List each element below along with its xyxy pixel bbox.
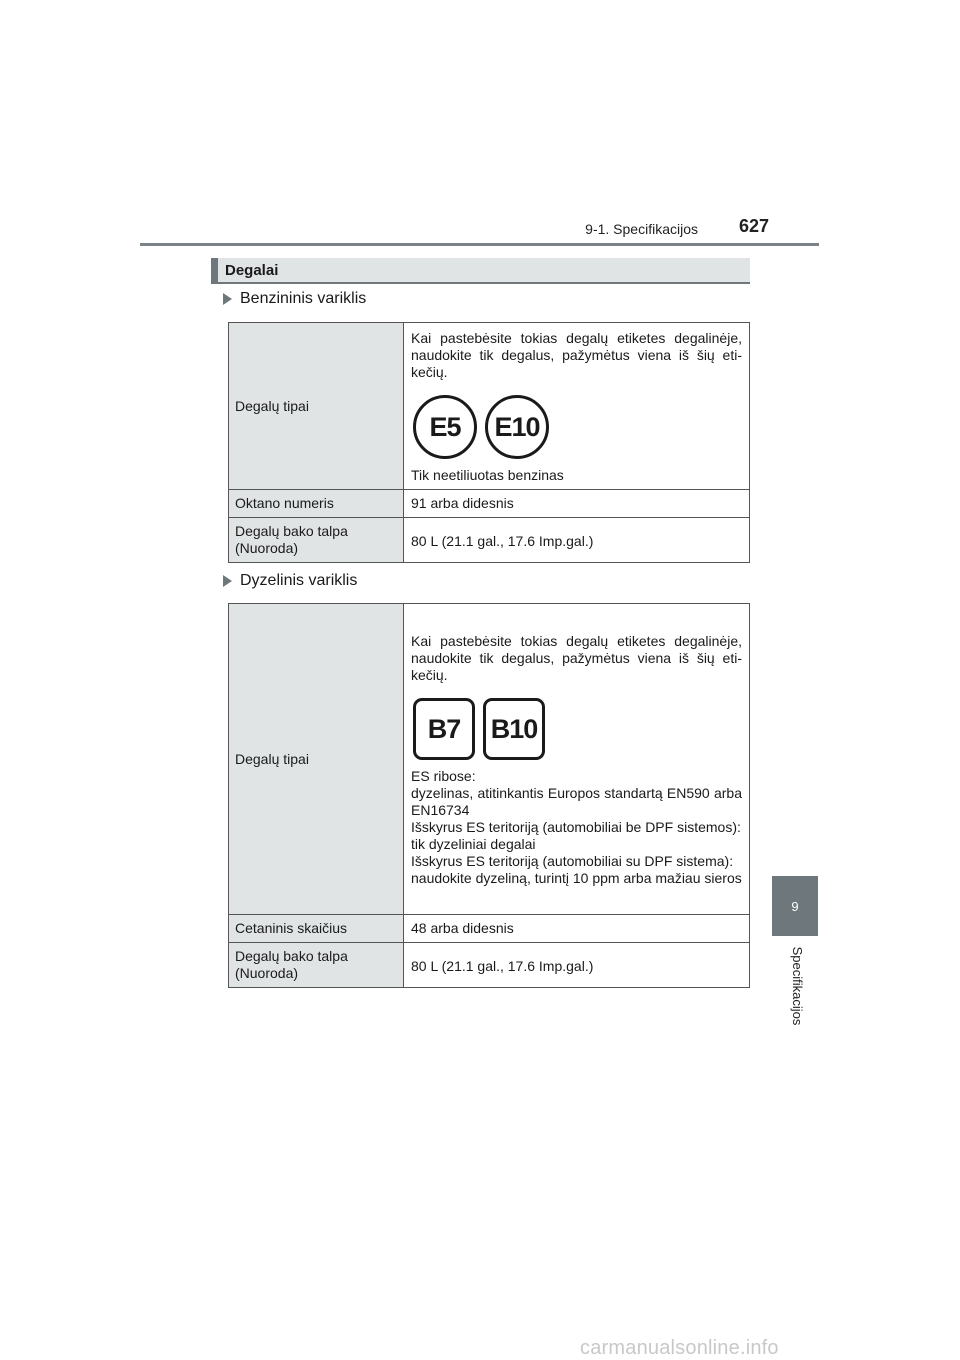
table-row xyxy=(229,490,750,518)
fuel-types-label: Degalų tipai xyxy=(229,604,404,915)
triangle-bullet-icon xyxy=(223,575,232,587)
tank-capacity-label: Degalų bako talpa (Nuoroda) xyxy=(229,943,404,988)
cetane-value: 48 arba didesnis xyxy=(404,915,750,943)
tank-capacity-label: Degalų bako talpa (Nuoroda) xyxy=(229,518,404,563)
cetane-label: Cetaninis skaičius xyxy=(229,915,404,943)
section-bar xyxy=(211,258,750,284)
fuel-types-intro: Kai pastebėsite tokias degalų etiketes degalinėje, naudokite tik degalus, pažymėtus viena iš šių etikečių. xyxy=(411,633,742,683)
header-rule xyxy=(140,243,819,246)
gasoline-spec-table xyxy=(228,322,750,563)
diesel-note: Išskyrus ES teritoriją (automobiliai su DPF sistema): xyxy=(411,853,734,869)
b7-fuel-label-icon: B7 xyxy=(413,698,475,760)
gasoline-heading-text: Benzininis variklis xyxy=(240,290,367,307)
table-row xyxy=(229,943,750,988)
chapter-tab[interactable]: 9 xyxy=(772,876,818,936)
triangle-bullet-icon xyxy=(223,293,232,305)
b10-fuel-label-icon: B10 xyxy=(483,698,545,760)
table-row xyxy=(229,915,750,943)
fuel-label-badges xyxy=(413,395,742,459)
gasoline-heading xyxy=(223,290,366,308)
fuel-types-cell xyxy=(404,323,750,490)
tank-capacity-value: 80 L (21.1 gal., 17.6 Imp.gal.) xyxy=(404,518,750,563)
table-row xyxy=(229,604,750,915)
diesel-note: naudokite dyzeliną, turintį 10 ppm arba mažiau sieros xyxy=(411,870,742,886)
diesel-spec-table xyxy=(228,603,750,988)
diesel-note: dyzelinas, atitinkantis Europos standartą EN590 arba EN16734 xyxy=(411,785,742,818)
table-row xyxy=(229,518,750,563)
diesel-heading xyxy=(223,572,357,590)
chapter-tab-label: Specifikacijos xyxy=(790,946,805,1026)
diesel-note: tik dyzeliniai degalai xyxy=(411,836,536,852)
fuel-label-badges xyxy=(413,698,742,760)
page-number: 627 xyxy=(739,216,770,236)
fuel-types-intro: Kai pastebėsite tokias degalų etiketes degalinėje, naudokite tik degalus, pažymėtus viena iš šių etikečių. xyxy=(411,330,742,380)
e5-fuel-label-icon: E5 xyxy=(413,395,477,459)
diesel-heading-text: Dyzelinis variklis xyxy=(240,572,358,589)
e10-fuel-label-icon: E10 xyxy=(485,395,549,459)
diesel-note: ES ribose: xyxy=(411,768,476,784)
tank-capacity-value: 80 L (21.1 gal., 17.6 Imp.gal.) xyxy=(404,943,750,988)
section-title: Degalai xyxy=(225,262,279,279)
table-row xyxy=(229,323,750,490)
fuel-types-cell xyxy=(404,604,750,915)
octane-label: Oktano numeris xyxy=(229,490,404,518)
fuel-types-note: Tik neetiliuotas benzinas xyxy=(411,467,564,483)
fuel-types-label: Degalų tipai xyxy=(229,323,404,490)
footer-watermark: carmanualsonline.info xyxy=(580,1337,779,1359)
diesel-note: Išskyrus ES teritoriją (automobiliai be DPF sistemos): xyxy=(411,819,741,835)
running-header: 9-1. Specifikacijos xyxy=(585,221,698,237)
octane-value: 91 arba didesnis xyxy=(404,490,750,518)
